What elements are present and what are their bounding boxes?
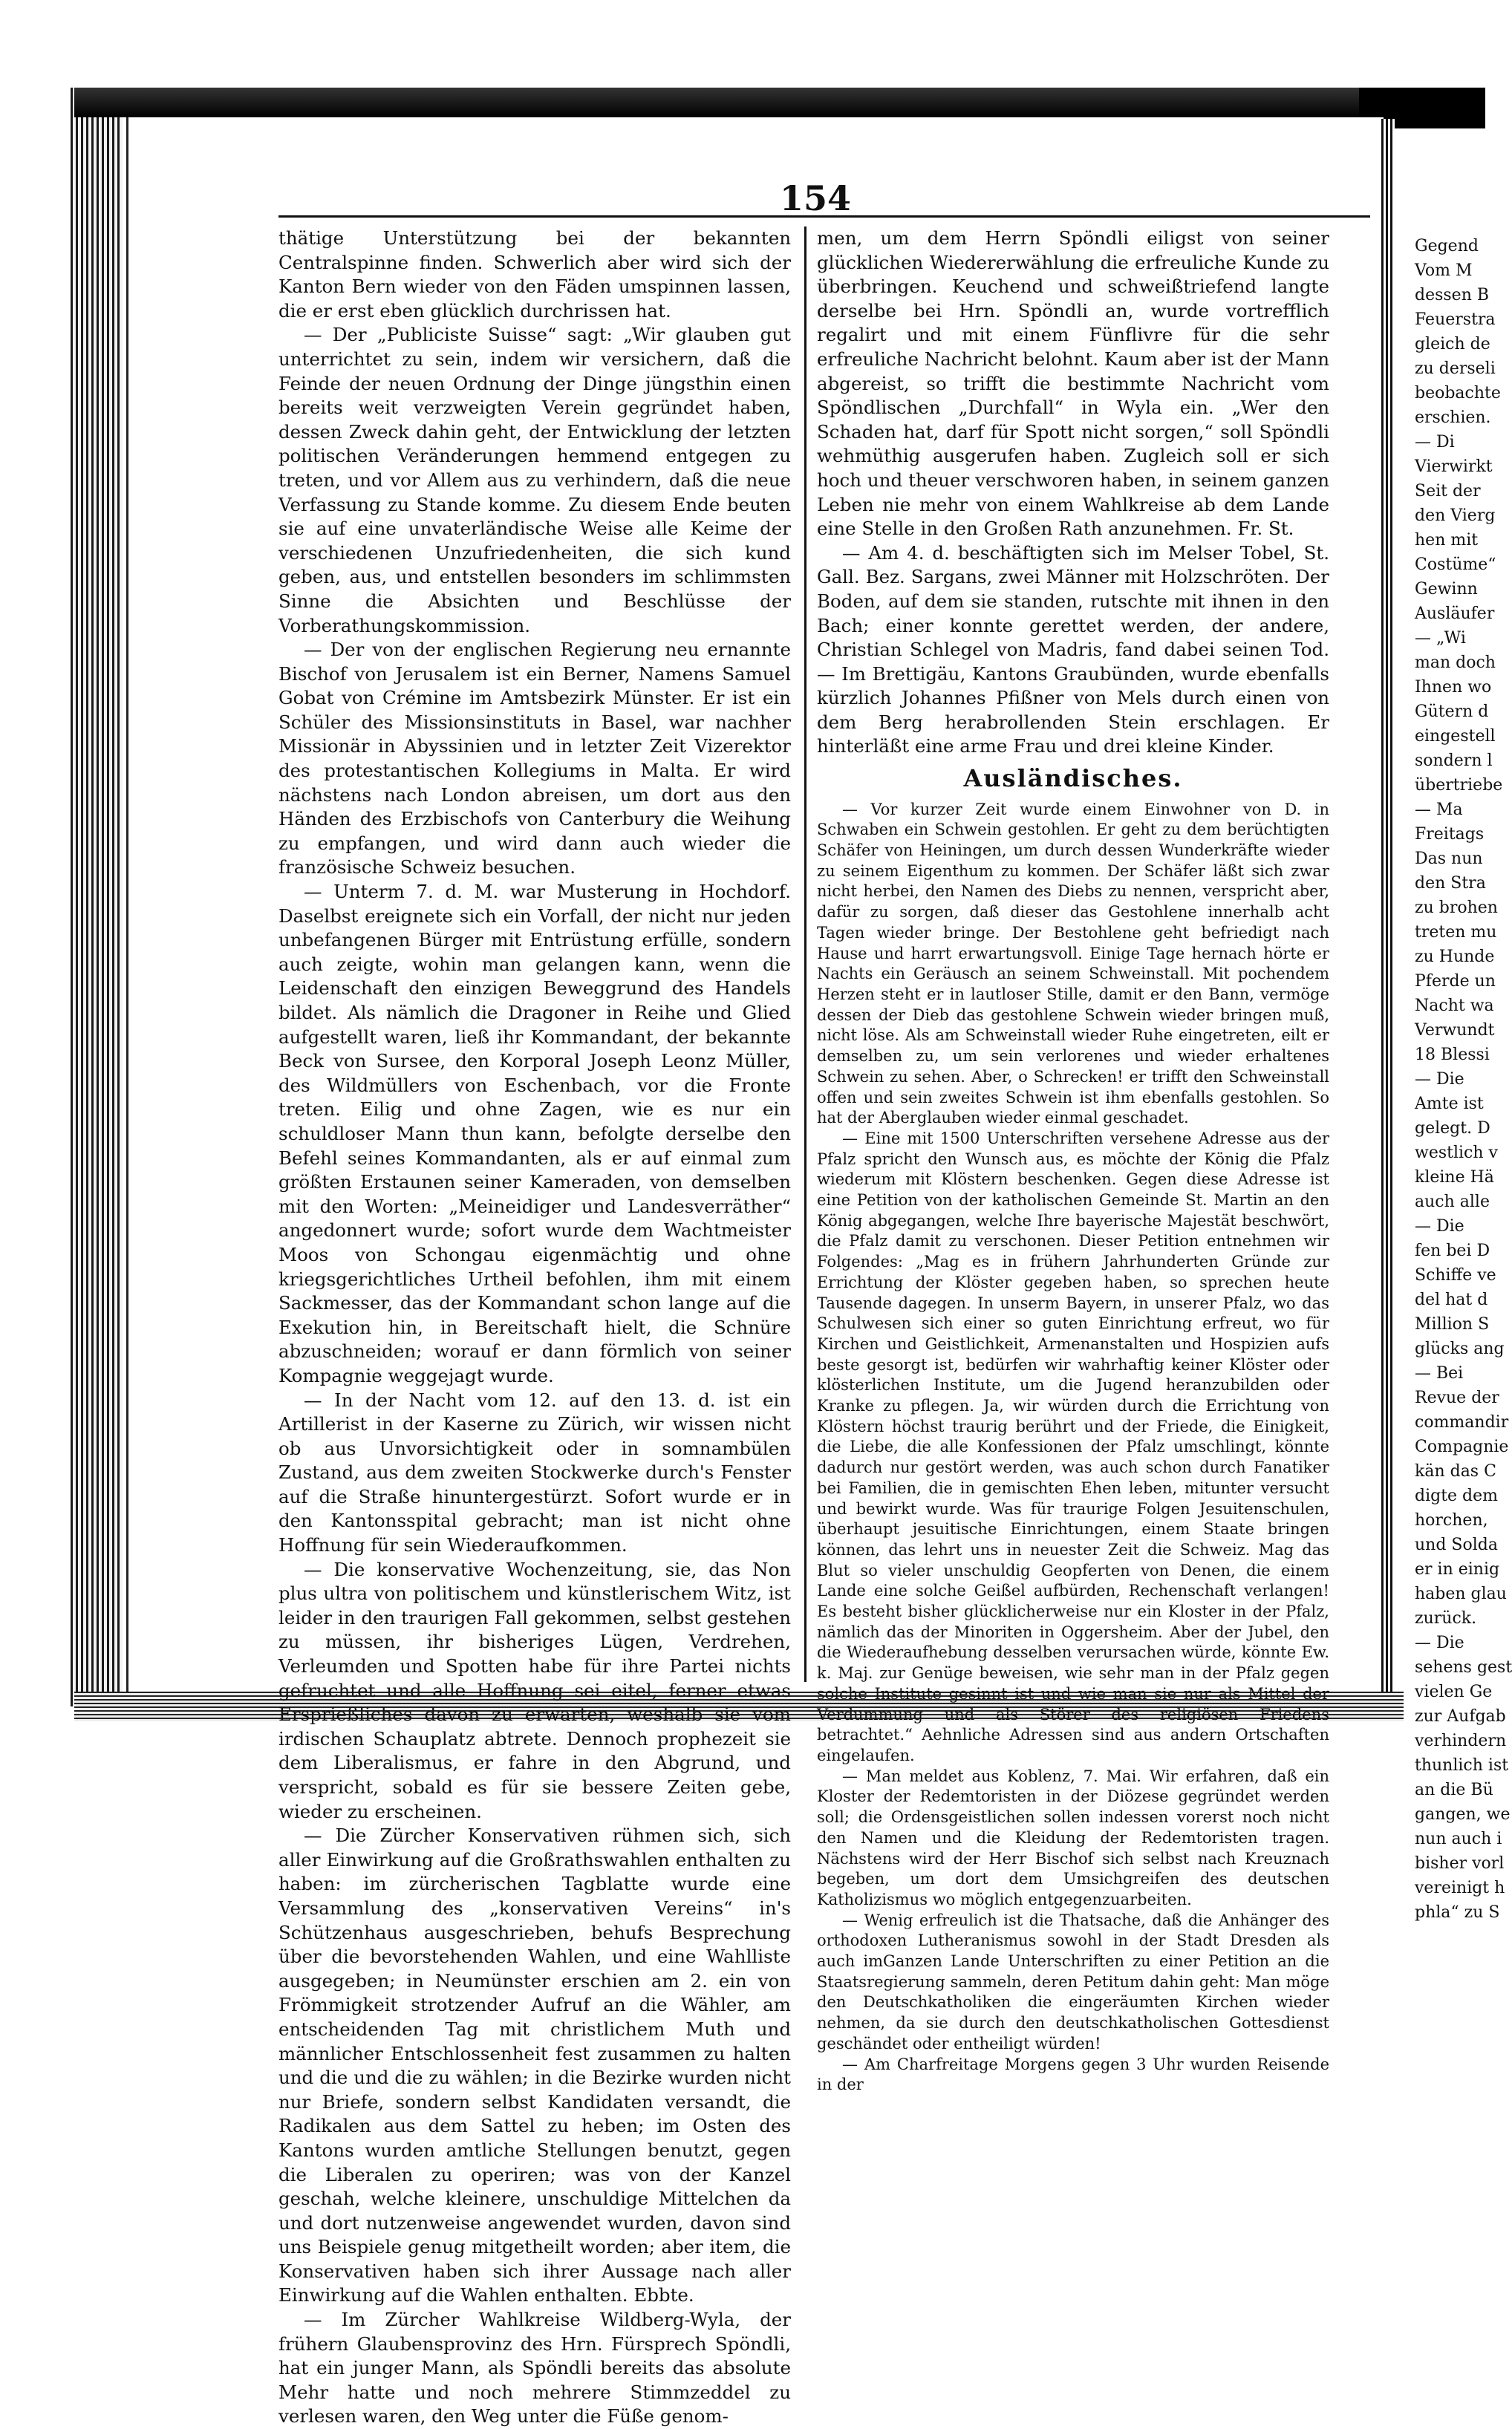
facing-page-line: Compagnie	[1415, 1438, 1509, 1456]
paragraph: — Man meldet aus Koblenz, 7. Mai. Wir erfahren, daß ein Kloster der Redemtoristen in der Diözese gegründet werden soll; die Ordensgeistlichen sollen indessen vorerst noch nicht den Namen und die Kleidung der Redemtoristen tragen. Nächstens wird der Herr Bischof sich selbst nach Kreuznach begeben, um dort dem Umsichgreifen des deutschen Katholizismus wo möglich entgegenzuarbeiten.	[817, 1767, 1329, 1908]
facing-page-line: nun auch i	[1415, 1830, 1502, 1848]
facing-page-line: sehens gest	[1415, 1658, 1512, 1677]
facing-page-line: Gütern d	[1415, 702, 1489, 721]
facing-page-line: eingestell	[1415, 727, 1496, 746]
facing-page-line: Vierwirkt	[1415, 457, 1493, 476]
facing-page-fragment	[1415, 234, 1512, 1925]
facing-page-line: dessen B	[1415, 286, 1490, 304]
paragraph: — Die Zürcher Konservativen rühmen sich, sich aller Einwirkung auf die Großrathswahlen enthalten zu haben: im zürcherischen Tagblatte wurde eine Versammlung des „konservativen Vereins“ in's Schützenhaus ausgeschrieben, behufs Besprechung über die bevorstehenden Wahlen, und eine Wahlliste ausgegeben; in Neumünster erschien am 2. ein von Frömmigkeit strotzender Aufruf an die Wähler, am entscheidenden Tag mit christlichem Muth und männlicher Entschlossenheit fest zusammen zu halten und die und die zu wählen; in die Bezirke wurden nicht nur Briefe, sondern selbst Kandidaten versandt, die Radikalen aus dem Sattel zu heben; im Osten des Kantons wurden amtliche Stellungen benutzt, gegen die Liberalen zu operiren; was von der Kanzel geschah, welche kleinere, unschuldige Mittelchen da und dort nutzenweise angewendet wurden, davon sind uns Beispiele genug mitgetheilt worden; aber item, die Konservativen haben sich ihrer Aussage nach aller Einwirkung auf die Wahlen enthalten. Ebbte.	[278, 1825, 791, 2306]
scan-border-top	[74, 88, 1470, 117]
facing-page-line: übertriebe	[1415, 776, 1503, 795]
facing-page-line: — Die	[1415, 1070, 1464, 1089]
facing-page-line: Feuerstra	[1415, 310, 1496, 329]
facing-page-line: Pferde un	[1415, 972, 1496, 991]
facing-page-line: del hat d	[1415, 1291, 1488, 1309]
facing-page-line: man doch	[1415, 653, 1496, 672]
facing-page-line: glücks ang	[1415, 1340, 1505, 1358]
facing-page-line: — Die	[1415, 1217, 1464, 1236]
facing-page-line: bisher vorl	[1415, 1854, 1505, 1873]
paragraph: — In der Nacht vom 12. auf den 13. d. ist ein Artillerist in der Kaserne zu Zürich, wir wissen nicht ob aus Unvorsichtigkeit oder in somnambülen Zustand, aus dem zweiten Stockwerke durch's Fenster auf die Straße hinuntergestürzt. Sofort wurde er in den Kantonsspital gebracht; man ist nicht ohne Hoffnung für sein Wiederaufkommen.	[278, 1389, 791, 1556]
facing-page-line: zur Aufgab	[1415, 1707, 1506, 1726]
paragraph: — Die konservative Wochenzeitung, sie, das Non plus ultra von politischem und künstlerischem Witz, ist leider in den traurigen Fall gekommen, selbst gestehen zu müssen, ihr bisheriges Lügen, Verdrehen, Verleumden und Spotten habe für ihre Partei nichts gefruchtet und alle Hoffnung sei eitel, ferner etwas Ersprießliches davon zu erwarten, weshalb sie vom irdischen Schauplatz abtrete. Dennoch prophezeit sie dem Liberalismus, er fahre in den Abgrund, und verspricht, sobald es für sie bessere Zeiten gebe, wieder zu erscheinen.	[278, 1558, 791, 1822]
facing-page-line: — „Wi	[1415, 629, 1466, 648]
facing-page-line: sondern l	[1415, 751, 1493, 770]
facing-page-line: den Stra	[1415, 874, 1486, 893]
paragraph: — Eine mit 1500 Unterschriften versehene Adresse aus der Pfalz spricht den Wunsch aus, es möchte der König die Pfalz wiederum mit Klöstern beschenken. Gegen diese Adresse ist eine Petition von der katholischen Gemeinde St. Martin an den König abgegangen, welche Ihre bayerische Majestät beschwört, die Pfalz damit zu verschonen. Dieser Petition entnehmen wir Folgendes: „Mag es in frühern Jahrhunderten Gründe zur Errichtung der Klöster gegeben haben, so sprechen heute Tausende dagegen. In unserm Bayern, in unserer Pfalz, wo das Schulwesen sich einer so guten Einrichtung erfreut, wo für Kirchen und Geistlichkeit, Armenanstalten und Hospizien aufs beste gesorgt ist, bedürfen wir wahrhaftig keiner Klöster oder klösterlichen Institute, um die Jugend heranzubilden oder Kranke zu pflegen. Ja, wir würden durch die Errichtung von Klöstern höchst traurig berührt und der Friede, die Einigkeit, die Liebe, die alle Konfessionen der Pfalz umschlingt, könnte dadurch nur gestört werden, was auch schon durch Fanatiker bei Familien, die in gemischten Ehen leben, mitunter versucht und bewirkt wurde. Was für traurige Folgen Jesuitenschulen, überhaupt jesuitische Einrichtungen, einem Staate bringen können, das lehrt uns in neuester Zeit die Schweiz. Mag das Blut so vieler unschuldig Geopferten von Denen, die einem Lande eine solche Geißel aufbürden, Rechenschaft verlangen! Es besteht bisher glücklicherweise nur ein Kloster in der Pfalz, nämlich das der Minoriten in Oggersheim. Aber der Jubel, den die Wiederaufhebung desselben verursachen würde, könnte Ew. k. Maj. zur Genüge beweisen, wie sehr man in der Pfalz gegen solche Institute gesinnt ist und wie man sie nur als Mittel der Verdummung und als Störer des religiösen Friedens betrachtet.“ Aehnliche Adressen sind aus andern Ortschaften eingelaufen.	[817, 1129, 1329, 1764]
facing-page-line: Amte ist	[1415, 1095, 1484, 1113]
column-divider	[804, 226, 806, 1682]
paragraph: — Der von der englischen Regierung neu ernannte Bischof von Jerusalem ist ein Berner, Namens Samuel Gobat von Crémine im Amtsbezirk Münster. Er ist ein Schüler des Missionsinstituts in Basel, war nachher Missionär in Abyssinien und in letzter Zeit Vizerektor des protestantischen Kollegiums in Malta. Er wird nächstens nach London abreisen, um dort aus den Händen des Erzbischofs von Canterbury die Weihung zu empfangen, und wird dann auch wieder die französische Schweiz besuchen.	[278, 639, 791, 878]
facing-page-line: und Solda	[1415, 1536, 1498, 1554]
facing-page-line: Schiffe ve	[1415, 1266, 1496, 1285]
facing-page-line: an die Bü	[1415, 1781, 1493, 1799]
facing-page-line: Ihnen wo	[1415, 678, 1492, 697]
facing-page-line: Ausläufer	[1415, 604, 1495, 623]
left-column	[278, 226, 791, 2429]
facing-page-line: Costüme“	[1415, 555, 1496, 574]
facing-page-line: 18 Blessi	[1415, 1046, 1490, 1064]
facing-page-line: thunlich ist	[1415, 1756, 1509, 1775]
facing-page-line: phla“ zu S	[1415, 1903, 1500, 1922]
book-page-edges	[71, 88, 123, 1706]
facing-page-line: beobachte	[1415, 384, 1501, 402]
paragraph: thätige Unterstützung bei der bekannten Centralspinne finden. Schwerlich aber wird sich der Kanton Bern wieder von den Fäden umspinnen lassen, die er erst eben glücklich durchrissen hat.	[278, 227, 791, 322]
facing-page-line: Million S	[1415, 1315, 1490, 1334]
facing-page-line: kleine Hä	[1415, 1168, 1494, 1187]
facing-page-line: zurück.	[1415, 1609, 1477, 1628]
facing-page-line: zu derseli	[1415, 359, 1496, 378]
facing-page-line: fen bei D	[1415, 1242, 1490, 1260]
facing-page-line: Verwundt	[1415, 1021, 1495, 1040]
facing-page-line: hen mit	[1415, 531, 1479, 550]
paragraph: men, um dem Herrn Spöndli eiligst von seiner glücklichen Wiedererwählung die erfreuliche Kunde zu überbringen. Keuchend und schweißtriefend langte derselbe bei Hrn. Spöndli an, wurde vortrefflich regalirt und mit einem Fünflivre für die sehr erfreuliche Nachricht belohnt. Kaum aber ist der Mann abgereist, so trifft die bestimmte Nachricht vom Spöndlischen „Durchfall“ in Wyla ein. „Wer den Schaden hat, darf für Spott nicht sorgen,“ soll Spöndli wehmüthig ausgerufen haben. Zugleich soll er sich hoch und theuer verschworen haben, in seinem ganzen Leben nie mehr von einem Wahlkreise ab dem Lande eine Stelle in den Großen Rath anzunehmen. Fr. St.	[817, 227, 1329, 540]
facing-page-line: zu brohen	[1415, 899, 1498, 917]
facing-page-line: Freitags	[1415, 825, 1485, 844]
facing-page-line: gangen, we	[1415, 1805, 1511, 1824]
paragraph: — Am 4. d. beschäftigten sich im Melser Tobel, St. Gall. Bez. Sargans, zwei Männer mit Holzschröten. Der Boden, auf dem sie standen, rutschte mit ihnen in den Bach; einer konnte gerettet werden, der andere, Christian Schlegel von Madris, fand dabei seinen Tod. — Im Brettigäu, Kantons Graubünden, wurde ebenfalls kürzlich Johannes Pfißner von Mels durch einen von dem Berg herabrollenden Stein erschlagen. Er hinterläßt eine arme Frau und drei kleine Kinder.	[817, 541, 1329, 757]
facing-page-line: westlich v	[1415, 1144, 1498, 1162]
facing-page-line: vereinigt h	[1415, 1879, 1505, 1897]
facing-page-line: kän das C	[1415, 1462, 1496, 1481]
header-rule	[278, 215, 1370, 218]
facing-page-line: Nacht wa	[1415, 997, 1494, 1015]
facing-page-line: verhindern	[1415, 1732, 1507, 1750]
paragraph: — Der „Publiciste Suisse“ sagt: „Wir glauben gut unterrichtet zu sein, indem wir versichern, daß die Feinde der neuen Ordnung der Dinge jüngsthin einen bereits weit verzweigten Verein gegründet haben, dessen Zweck dahin geht, der Entwicklung der letzten politischen Veränderungen hemmend entgegen zu treten, und vor Allem aus zu verhindern, daß die neue Verfassung zu Stande komme. Zu diesem Ende beuten sie auf eine unvaterländische Weise alle Keime der verschiedenen Unzufriedenheiten, die sich kund geben, aus, und entstellen besonders im schlimmsten Sinne die Absichten und Beschlüsse der Vorberathungskommission.	[278, 324, 791, 636]
section-heading: Ausländisches.	[963, 764, 1183, 793]
facing-page-line: Das nun	[1415, 850, 1483, 868]
facing-page-line: commandir	[1415, 1413, 1509, 1432]
facing-page-line: gleich de	[1415, 335, 1490, 353]
middle-column	[817, 226, 1329, 2096]
facing-page-line: treten mu	[1415, 923, 1497, 942]
facing-page-line: digte dem	[1415, 1487, 1499, 1505]
facing-page-line: erschien.	[1415, 408, 1491, 427]
facing-page-line: — Die	[1415, 1634, 1464, 1652]
paragraph: — Wenig erfreulich ist die Thatsache, daß die Anhänger des orthodoxen Lutheranismus sowohl in der Stadt Dresden als auch imGanzen Lande Unterschriften zu einer Petition an die Staatsregierung sammeln, deren Petitum dahin geht: Man möge den Deutschkatholiken die eingeräumten Kirchen wieder nehmen, da sie durch den deutschkatholischen Gottesdienst geschändet oder entheiligt würden!	[817, 1911, 1329, 2053]
facing-page-line: vielen Ge	[1415, 1683, 1493, 1701]
facing-page-line: horchen,	[1415, 1511, 1488, 1530]
facing-page-line: Revue der	[1415, 1389, 1499, 1407]
facing-page-line: zu Hunde	[1415, 948, 1495, 966]
facing-page-line: haben glau	[1415, 1585, 1507, 1603]
paragraph: — Vor kurzer Zeit wurde einem Einwohner von D. in Schwaben ein Schwein gestohlen. Er geht zu dem berüchtigten Schäfer von Heiningen, um durch dessen Wunderkräfte wieder zu seinem Eigenthum zu kommen. Der Schäfer läßt sich zwar nicht herbei, den Namen des Diebs zu nennen, verspricht aber, dafür zu sorgen, daß dieser das Gestohlene innerhalb acht Tagen wieder bringe. Der Bestohlene geht befriedigt nach Hause und harrt erwartungsvoll. Einige Tage hernach hörte er Nachts ein Geräusch an seinem Schweinstall. Mit pochendem Herzen steht er in lautloser Stille, damit er den Bann, vermöge dessen der Dieb das gestohlene Schwein wieder bringen muß, nicht löse. Als am Schweinstall wieder Ruhe eingetreten, eilt er demselben zu, um sein verlorenes und wieder erhaltenes Schwein zu sehen. Aber, o Schrecken! er trifft den Schweinstall offen und sein zweites Schwein ist ihm ebenfalls gestohlen. So hat der Aberglauben wieder einmal geschadet.	[817, 800, 1329, 1127]
facing-page-line: Vom M	[1415, 261, 1473, 280]
paragraph: — Im Zürcher Wahlkreise Wildberg-Wyla, der frühern Glaubensprovinz des Hrn. Fürsprech Spöndli, hat ein junger Mann, als Spöndli bereits das absolute Mehr hatte und noch mehrere Stimmzeddel zu verlesen waren, den Weg unter die Füße genom-	[278, 2309, 791, 2428]
paragraph: — Unterm 7. d. M. war Musterung in Hochdorf. Daselbst ereignete sich ein Vorfall, der nicht nur jeden unbefangenen Bürger mit Entrüstung erfülle, sondern auch zeigte, wohin man gelangen kann, wenn die Leidenschaft den einzigen Beweggrund des Handels bildet. Als nämlich die Dragoner in Reihe und Glied aufgestellt waren, ließ ihr Kommandant, der bekannte Beck von Sursee, den Korporal Joseph Leonz Müller, des Wildmüllers von Eschenbach, vor die Fronte treten. Eilig und ohne Zagen, wie es nur ein schuldloser Mann thun kann, befolgte derselbe den Befehl seines Kommandanten, als er auf einmal zum größten Erstaunen seiner Kameraden, von demselben mit den Worten: „Meineidiger und Landesverräther“ angedonnert wurde; sofort wurde dem Wachtmeister Moos von Schongau eigenmächtig und ohne kriegsgerichtliches Urtheil befohlen, ihm mit einem Sackmesser, das der Kommandant schon lange auf die Exekution hin, in Bereitschaft hielt, die Schnüre abzuschneiden; worauf er dann förmlich von seiner Kompagnie weggejagt wurde.	[278, 881, 791, 1386]
facing-page-line: er in einig	[1415, 1560, 1500, 1579]
facing-page-line: — Ma	[1415, 801, 1463, 819]
book-gutter	[1381, 119, 1395, 1715]
facing-page-line: Gewinn	[1415, 580, 1478, 599]
facing-page-line: auch alle	[1415, 1193, 1490, 1211]
facing-page-line: gelegt. D	[1415, 1119, 1490, 1138]
facing-page-line: — Di	[1415, 433, 1455, 451]
facing-page-line: Gegend	[1415, 237, 1479, 255]
facing-page-line: den Vierg	[1415, 506, 1496, 525]
page-number: 154	[780, 178, 852, 218]
paragraph: — Am Charfreitage Morgens gegen 3 Uhr wurden Reisende in der	[817, 2055, 1329, 2094]
facing-page-line: — Bei	[1415, 1364, 1464, 1383]
facing-page-line: Seit der	[1415, 482, 1481, 501]
